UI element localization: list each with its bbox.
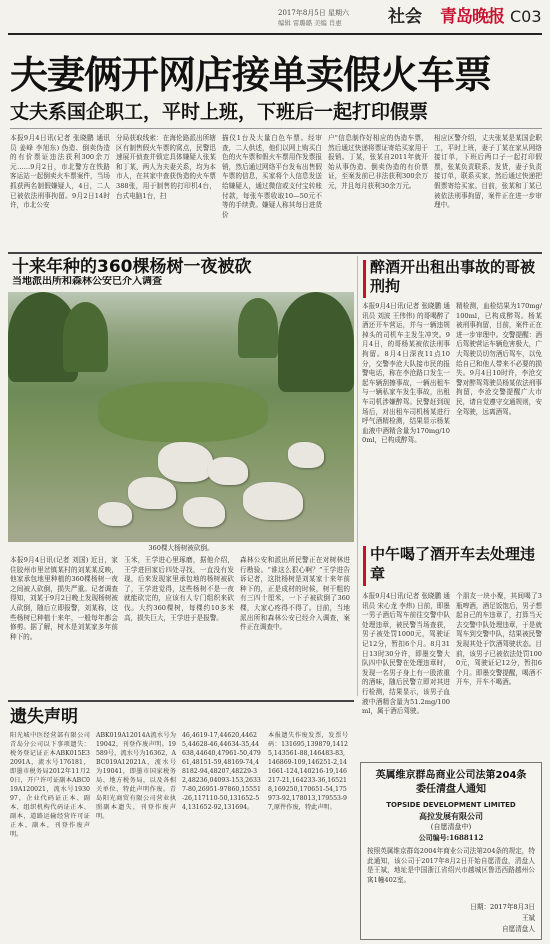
notice-date: 日期：2017年8月3日 [470,903,535,911]
violation-headline: 中午喝了酒开车去处理违章 [370,545,536,583]
liquidation-heading-2: 委任清盘人通知 [416,784,486,795]
company-status: (自愿清盘中) [430,823,472,831]
lost-notice-column-3: 46,4619-17,44620,44625,44628-46,44634-35,44638,44640,47961-50,47961,48151-59,48169-74,48182-94,48207,48229-32,48236,04093-153,26337-80,26951-97860,15551-26,117110-50,131652-54,131652-92,131694。 [182,732,261,811]
lost-notice-column-2: ABK019A12014A流水号为19042，刊登作废声明。19589号，流水号为16362，ABC019A12021A，流水号为19041，即墨市国家税务局、地方税务局，以及各相关单位，特此声明作废。青岛阳光商贸有限公司营业执照副本遗失，刊登作废声明。 [96,732,176,820]
lead-column-5: 相应区警介绍，丈夫张某是某国企职工，平时上班，妻子丁某在家从网络接订单，下班后两口子一起打印假票，张某负责联系、发货，妻子负责接订单，联系买家，然后通过快递把假票寄给买家。目前，张某和丁某已被依法刑事拘留，案件正在进一步审理中。 [434,134,542,210]
trees-column-3: 森林公安和派出所民警正在对树林进行勘验。“谁这么狠心啊？”王学进告诉记者，这批杨树是刘某家十来年前种下的，正是成材的时候，树干粗的有三四十厘米，一下子被砍倒了360棵，大家心疼得不得了。目前，当地派出所和森林公安已经介入调查，案件正在调查中。 [240,556,350,632]
trees-column-2: 玉米，王学进心里琢磨，据他介绍，王学进回家后四处寻找，一直没有发现，后来发现家里承包地的杨树被砍了，王学进觉得，这些杨树不是一夜就能砍完的，应该有人专门组织来砍伐。大约360棵树，每棵约10多米高，损失巨大，王学进于是报警。 [124,556,234,622]
lead-column-4: 户"信息制作好相应的伪造车票，然后通过快递将票证寄给买家用于报销。丁某，张某自2011年就开始从事伪造、倒卖伪造的有价票证，至案发前已非法获利300余万元，并且每月获利30余万元。 [328,134,428,190]
lead-column-2: 分局获取线索：在海伦路派出所辖区有制售假火车票的窝点，民警迅速展开侦查并锁定具体嫌疑人张某和丁某，两人为夫妻关系，均为本市人，在其家中查获伪造的火车票388张，用于制售的打印机4台，台式电脑1台，扫 [116,134,216,200]
trees-column-1: 本报9月4日讯(记者 刘国) 近日，家住胶州市里岔镇某村的刘某某反映，他家承包地里种植的360棵杨树一夜之间被人砍倒，损失严重。记者调查得知，刘某于9月2日晚上发现杨树被人砍倒，随后立即报警，刘某称，这些杨树已种植十来年，一般每年都会修剪。据了解，树木是刘某家多年前种下的。 [10,556,118,641]
taxi-column-2: 精检测，血检结果为170mg/100ml，已构成醉驾。杨某被刑事拘留，目前，案件正在进一步审理中。交警提醒：酒后驾驶营运车辆危害极大，广大驾驶员切勿酒后驾车，以免给自己和他人带来不必要的损失。9月4日10时许，李沧交警对醉驾驾驶员杨某依法刑事拘留，李沧交警提醒广大市民，请自觉遵守交通规则，安全驾驶，远离酒驾。 [456,302,542,416]
company-name-en: TOPSIDE DEVELOPMENT LIMITED [386,801,516,809]
lost-notice-box [10,731,348,938]
lead-headline: 夫妻俩开网店接单卖假火车票 [10,54,492,96]
signer-name: 王斌 [521,914,535,922]
liquidation-heading-1: 英属维京群岛商业公司法第204条 [375,770,527,781]
page-number: C03 [510,7,542,26]
accent-bar [363,546,366,586]
trees-photo-caption: 360棵大杨树被砍倒。 [148,544,214,552]
lead-rule [10,128,542,129]
company-name-cn: 高拉发展有限公司 [419,811,483,821]
lead-bottom-rule [8,252,542,254]
issue-date: 2017年8月5日 星期六 [278,9,349,17]
lost-notice-column-4: 本报遗失作废发票，发票号码：131695,139879,14125,143561-88,146483-83,146869-109,146251-2,141661-124,140216-19,146217-21,164233-36,165218,169250,170651-54,175973-92,178013,179553-97,原件作废，特此声明。 [268,732,348,811]
lead-subheadline: 丈夫系国企职工，平时上班，下班后一起打印假票 [10,101,429,123]
violation-column-1: 本报9月4日讯(记者 张晓鹏 通讯员 宋心龙 李炜) 日前，即墨一男子酒后驾车前往交警中队处理违章，被民警当场查获，男子被处罚1000元，驾驶证记12分，暂扣6个月。8月31日13时30分许，即墨交警大队四中队民警在处理违章时，发现一名男子身上有一股浓重的酒味，随后民警立即对其进行检测，结果显示，该男子血液中酒精含量为51.2mg/100ml，属于酒后驾驶。 [362,592,450,716]
registration-number: 公司编号:1688112 [418,833,484,842]
lead-column-3: 描仪1台及大量白色车票。经审查，二人供述，他们以网上购买白色的火车票和假火车票用作发票报销，然后通过网络平台发布出售假车票的信息，买家将个人信息发送给嫌疑人，通过微信或支付宝转账付款，每张车票收取10—50元不等的手续费。嫌疑人称其每日进货价 [222,134,322,219]
taxi-headline: 醉酒开出租出事故的哥被刑拘 [370,258,536,295]
accent-bar [363,260,366,298]
newspaper-logo: 青岛晚报 [440,7,504,27]
taxi-column-1: 本报9月4日讯(记者 张晓鹏 通讯员 刘波 王伟伟) 的哥喝醉了酒还开车营运，并与一辆违规掉头的司机车主发生冲突。9月4日，的哥杨某被依法刑事拘留。8月4日深夜11点10分，交警李沧大队接市民的报警电话，称在李沧路口发生一起车辆刮擦事故，一辆出租车与一辆私家车发生事故，出租车司机涉嫌醉驾。民警赶到现场后，对出租车司机杨某进行呼气酒精检测，结果显示杨某血液中酒精含量为170mg/100ml，已构成醉驾。 [362,302,450,445]
section-name: 社会 [388,7,422,27]
lead-column-1: 本报9月4日讯(记者 张晓鹏 通讯员 姜峰 李旭东) 伪造、倒卖伪造的有价票证违法获利300余万元……9月2日，市北警方在铁路客运站一起倒卖火车票案件，当场抓获两名制假嫌疑人，4日，二人已被依法刑事拘留。9月2日14时许，市北公安 [10,134,110,210]
trees-headline: 十来年种的360棵杨树一夜被砍 [12,257,252,277]
header-rule [8,33,542,35]
lost-notice-column-1: 阳光城中医经营部有限公司青岛分公司以下事项遗失：税务登记证正本ABK015E32091A，流水号176181，即墨市税务局2012年11月20日，开户许可证副本ABC019A120021，流水号193097，企业代码证正本、副本，组织机构代码证正本、副本，道路运输经营许可证正本、副本，刊登作废声明。 [10,732,90,838]
trees-subheadline: 当地派出所和森林公安已介入调查 [12,276,162,287]
notice-rule [8,700,354,702]
liquidation-notice [360,762,542,940]
lost-notice-title: 遗失声明 [10,707,78,727]
column-divider [357,256,358,696]
violation-column-2: 个朋友一块小聚，其间喝了3瓶啤酒，酒足饭饱后，男子想起自己的车违章了，打算当天去交警中队处理违章，于是就驾车到交警中队，结果被民警发现其处于饮酒驾驶状态。目前，该男子已被依法处罚1000元，驾驶证记12分，暂扣6个月。即墨交警提醒，喝酒不开车，开车不喝酒。 [456,592,542,687]
trees-photo [8,292,354,542]
liquidation-body: 按照英属维京群岛2004年商业公司法第204条的规定，特此通知，该公司于2017年8月2日开始自愿清盘，清盘人是王斌，地址是中国浙江省绍兴市越城区鲁迅西路越州公寓1幢402室。 [367,847,535,884]
editors-line: 编辑 雷璐璐 美编 肖惠 [278,19,342,27]
signer-role: 自愿清盘人 [502,925,535,933]
